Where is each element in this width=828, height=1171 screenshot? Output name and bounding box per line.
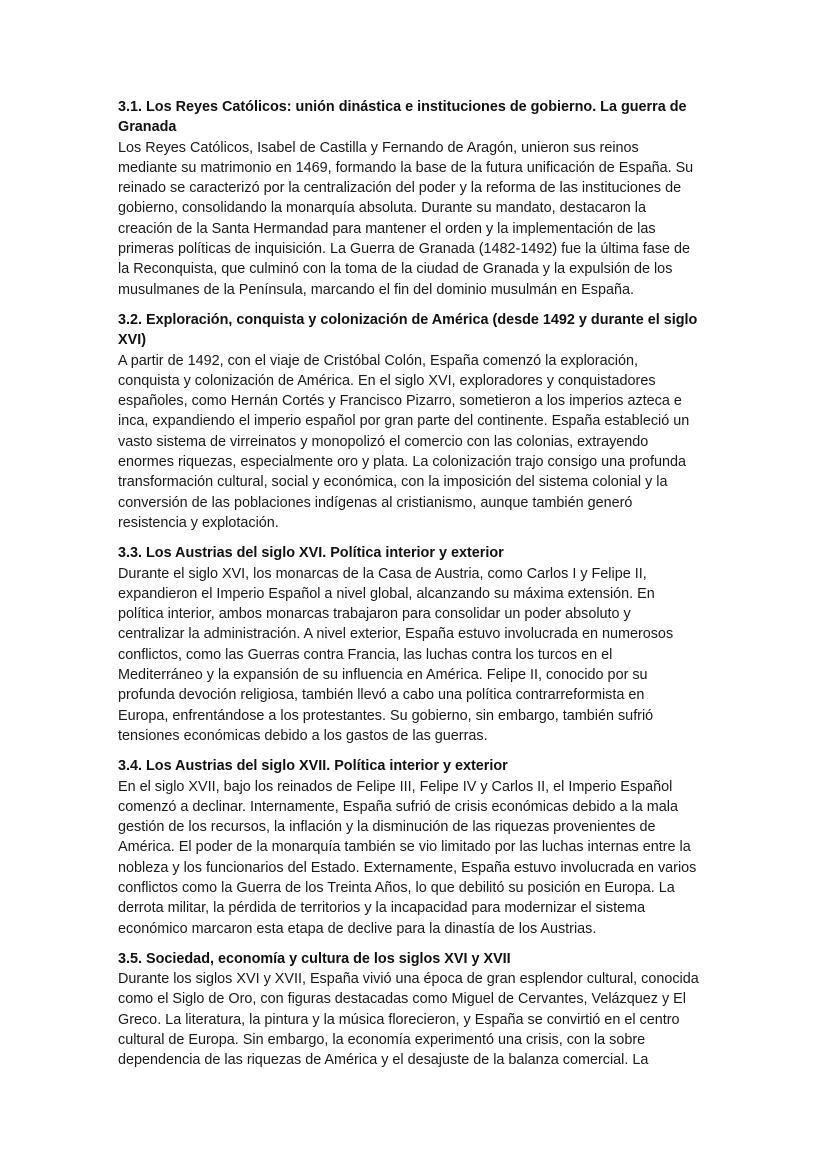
paragraph-line: conquista y colonización de América. En el siglo XVI, exploradores y conquistadores bbox=[118, 372, 656, 389]
paragraph-line: conversión de las poblaciones indígenas al cristianismo, aunque también generó bbox=[118, 494, 633, 511]
paragraph-line: económico marcaron esta etapa de declive para la dinastía de los Austrias. bbox=[118, 920, 597, 937]
paragraph-line: musulmanes de la Península, marcando el fin del dominio musulmán en España. bbox=[118, 281, 634, 298]
heading-line: 3.1. Los Reyes Católicos: unión dinástica e instituciones de gobierno. La guerra de bbox=[118, 99, 687, 115]
paragraph-line: vasto sistema de virreinatos y monopolizó el comercio con las colonias, extrayendo bbox=[118, 433, 649, 450]
heading-line: Granada bbox=[118, 119, 177, 136]
paragraph-line: tensiones económicas debido a los gastos de las guerras. bbox=[118, 727, 488, 744]
section-5 bbox=[118, 949, 718, 1071]
paragraph-line: mediante su matrimonio en 1469, formando la base de la futura unificación de España. Su bbox=[118, 159, 694, 176]
section-1 bbox=[118, 97, 718, 300]
heading-line: 3.3. Los Austrias del siglo XVI. Política interior y exterior bbox=[118, 545, 504, 562]
paragraph-line: comenzó a declinar. Internamente, España sufrió de crisis económicas debido a la mala bbox=[118, 798, 678, 815]
document-page bbox=[118, 97, 718, 1081]
section-heading bbox=[118, 97, 718, 138]
paragraph-line: Los Reyes Católicos, Isabel de Castilla y Fernando de Aragón, unieron sus reinos bbox=[118, 139, 639, 156]
section-paragraph bbox=[118, 777, 718, 939]
paragraph-line: reinado se caracterizó por la centralización del poder y la reforma de las instituciones de bbox=[118, 180, 682, 197]
paragraph-line: conflictos como la Guerra de los Treinta Años, lo que debilitó su posición en Europa. La bbox=[118, 879, 675, 896]
paragraph-line: América. El poder de la monarquía también se vio limitado por las luchas internas entre la bbox=[118, 839, 691, 856]
heading-line: XVI) bbox=[118, 332, 146, 349]
heading-line: 3.5. Sociedad, economía y cultura de los siglos XVI y XVII bbox=[118, 950, 511, 967]
paragraph-line: Durante el siglo XVI, los monarcas de la Casa de Austria, como Carlos I y Felipe II, bbox=[118, 565, 647, 582]
paragraph-line: profunda devoción religiosa, también llevó a cabo una política contrarreformista en bbox=[118, 687, 645, 704]
paragraph-line: transformación cultural, social y económica, con la imposición del sistema colonial y la bbox=[118, 474, 668, 491]
section-paragraph bbox=[118, 969, 718, 1070]
paragraph-line: inca, expandiendo el imperio español por gran parte del continente. España estableció un bbox=[118, 413, 690, 430]
section-heading bbox=[118, 756, 718, 776]
section-heading bbox=[118, 310, 718, 351]
paragraph-line: Europa, enfrentándose a los protestantes. Su gobierno, sin embargo, también sufrió bbox=[118, 707, 654, 724]
paragraph-line: En el siglo XVII, bajo los reinados de Felipe III, Felipe IV y Carlos II, el Imperio Español bbox=[118, 778, 673, 795]
paragraph-line: Durante los siglos XVI y XVII, España vivió una época de gran esplendor cultural, conocida bbox=[118, 971, 699, 988]
paragraph-line: gobierno, consolidando la monarquía absoluta. Durante su mandato, destacaron la bbox=[118, 200, 647, 217]
section-2 bbox=[118, 310, 718, 533]
paragraph-line: centralizar la administración. A nivel exterior, España estuvo involucrada en numerosos bbox=[118, 626, 674, 643]
paragraph-line: Mediterráneo y la expansión de su influencia en América. Felipe II, conocido por su bbox=[118, 667, 648, 684]
paragraph-line: política interior, ambos monarcas trabajaron para consolidar un poder absoluto y bbox=[118, 606, 631, 623]
paragraph-line: conflictos, como las Guerras contra Francia, las luchas contra los turcos en el bbox=[118, 646, 613, 663]
section-paragraph bbox=[118, 564, 718, 747]
paragraph-line: españoles, como Hernán Cortés y Francisco Pizarro, sometieron a los imperios azteca e bbox=[118, 393, 682, 410]
paragraph-line: derrota militar, la pérdida de territorios y la incapacidad para modernizar el sistema bbox=[118, 900, 646, 917]
heading-line: 3.4. Los Austrias del siglo XVII. Política interior y exterior bbox=[118, 758, 508, 775]
section-4 bbox=[118, 756, 718, 939]
paragraph-line: creación de la Santa Hermandad para mantener el orden y la implementación de las bbox=[118, 220, 656, 237]
paragraph-line: cultural de Europa. Sin embargo, la economía experimentó una crisis, con la sobre bbox=[118, 1032, 646, 1049]
paragraph-line: dependencia de las riquezas de América y el desajuste de la balanza comercial. La bbox=[118, 1052, 649, 1069]
paragraph-line: A partir de 1492, con el viaje de Cristóbal Colón, España comenzó la exploración, bbox=[118, 352, 638, 369]
section-paragraph bbox=[118, 138, 718, 300]
paragraph-line: primeras políticas de inquisición. La Guerra de Granada (1482-1492) fue la última fase de bbox=[118, 241, 690, 258]
heading-line: 3.2. Exploración, conquista y colonización de América (desde 1492 y durante el siglo bbox=[118, 311, 698, 328]
section-3 bbox=[118, 543, 718, 746]
paragraph-line: gestión de los recursos, la inflación y la disminución de las riquezas provenientes de bbox=[118, 819, 656, 836]
section-heading bbox=[118, 543, 718, 563]
section-paragraph bbox=[118, 351, 718, 534]
paragraph-line: nobleza y los funcionarios del Estado. Externamente, España estuvo involucrada en varios bbox=[118, 859, 697, 876]
paragraph-line: la Reconquista, que culminó con la toma de la ciudad de Granada y la expulsión de los bbox=[118, 261, 673, 278]
section-heading bbox=[118, 949, 718, 969]
paragraph-line: expandieron el Imperio Español a nivel global, alcanzando su máxima extensión. En bbox=[118, 585, 655, 602]
paragraph-line: Greco. La literatura, la pintura y la música florecieron, y España se convirtió en el centro bbox=[118, 1011, 680, 1028]
paragraph-line: como el Siglo de Oro, con figuras destacadas como Miguel de Cervantes, Velázquez y El bbox=[118, 991, 686, 1008]
paragraph-line: enormes riquezas, especialmente oro y plata. La colonización trajo consigo una profunda bbox=[118, 454, 686, 471]
paragraph-line: resistencia y explotación. bbox=[118, 514, 279, 531]
